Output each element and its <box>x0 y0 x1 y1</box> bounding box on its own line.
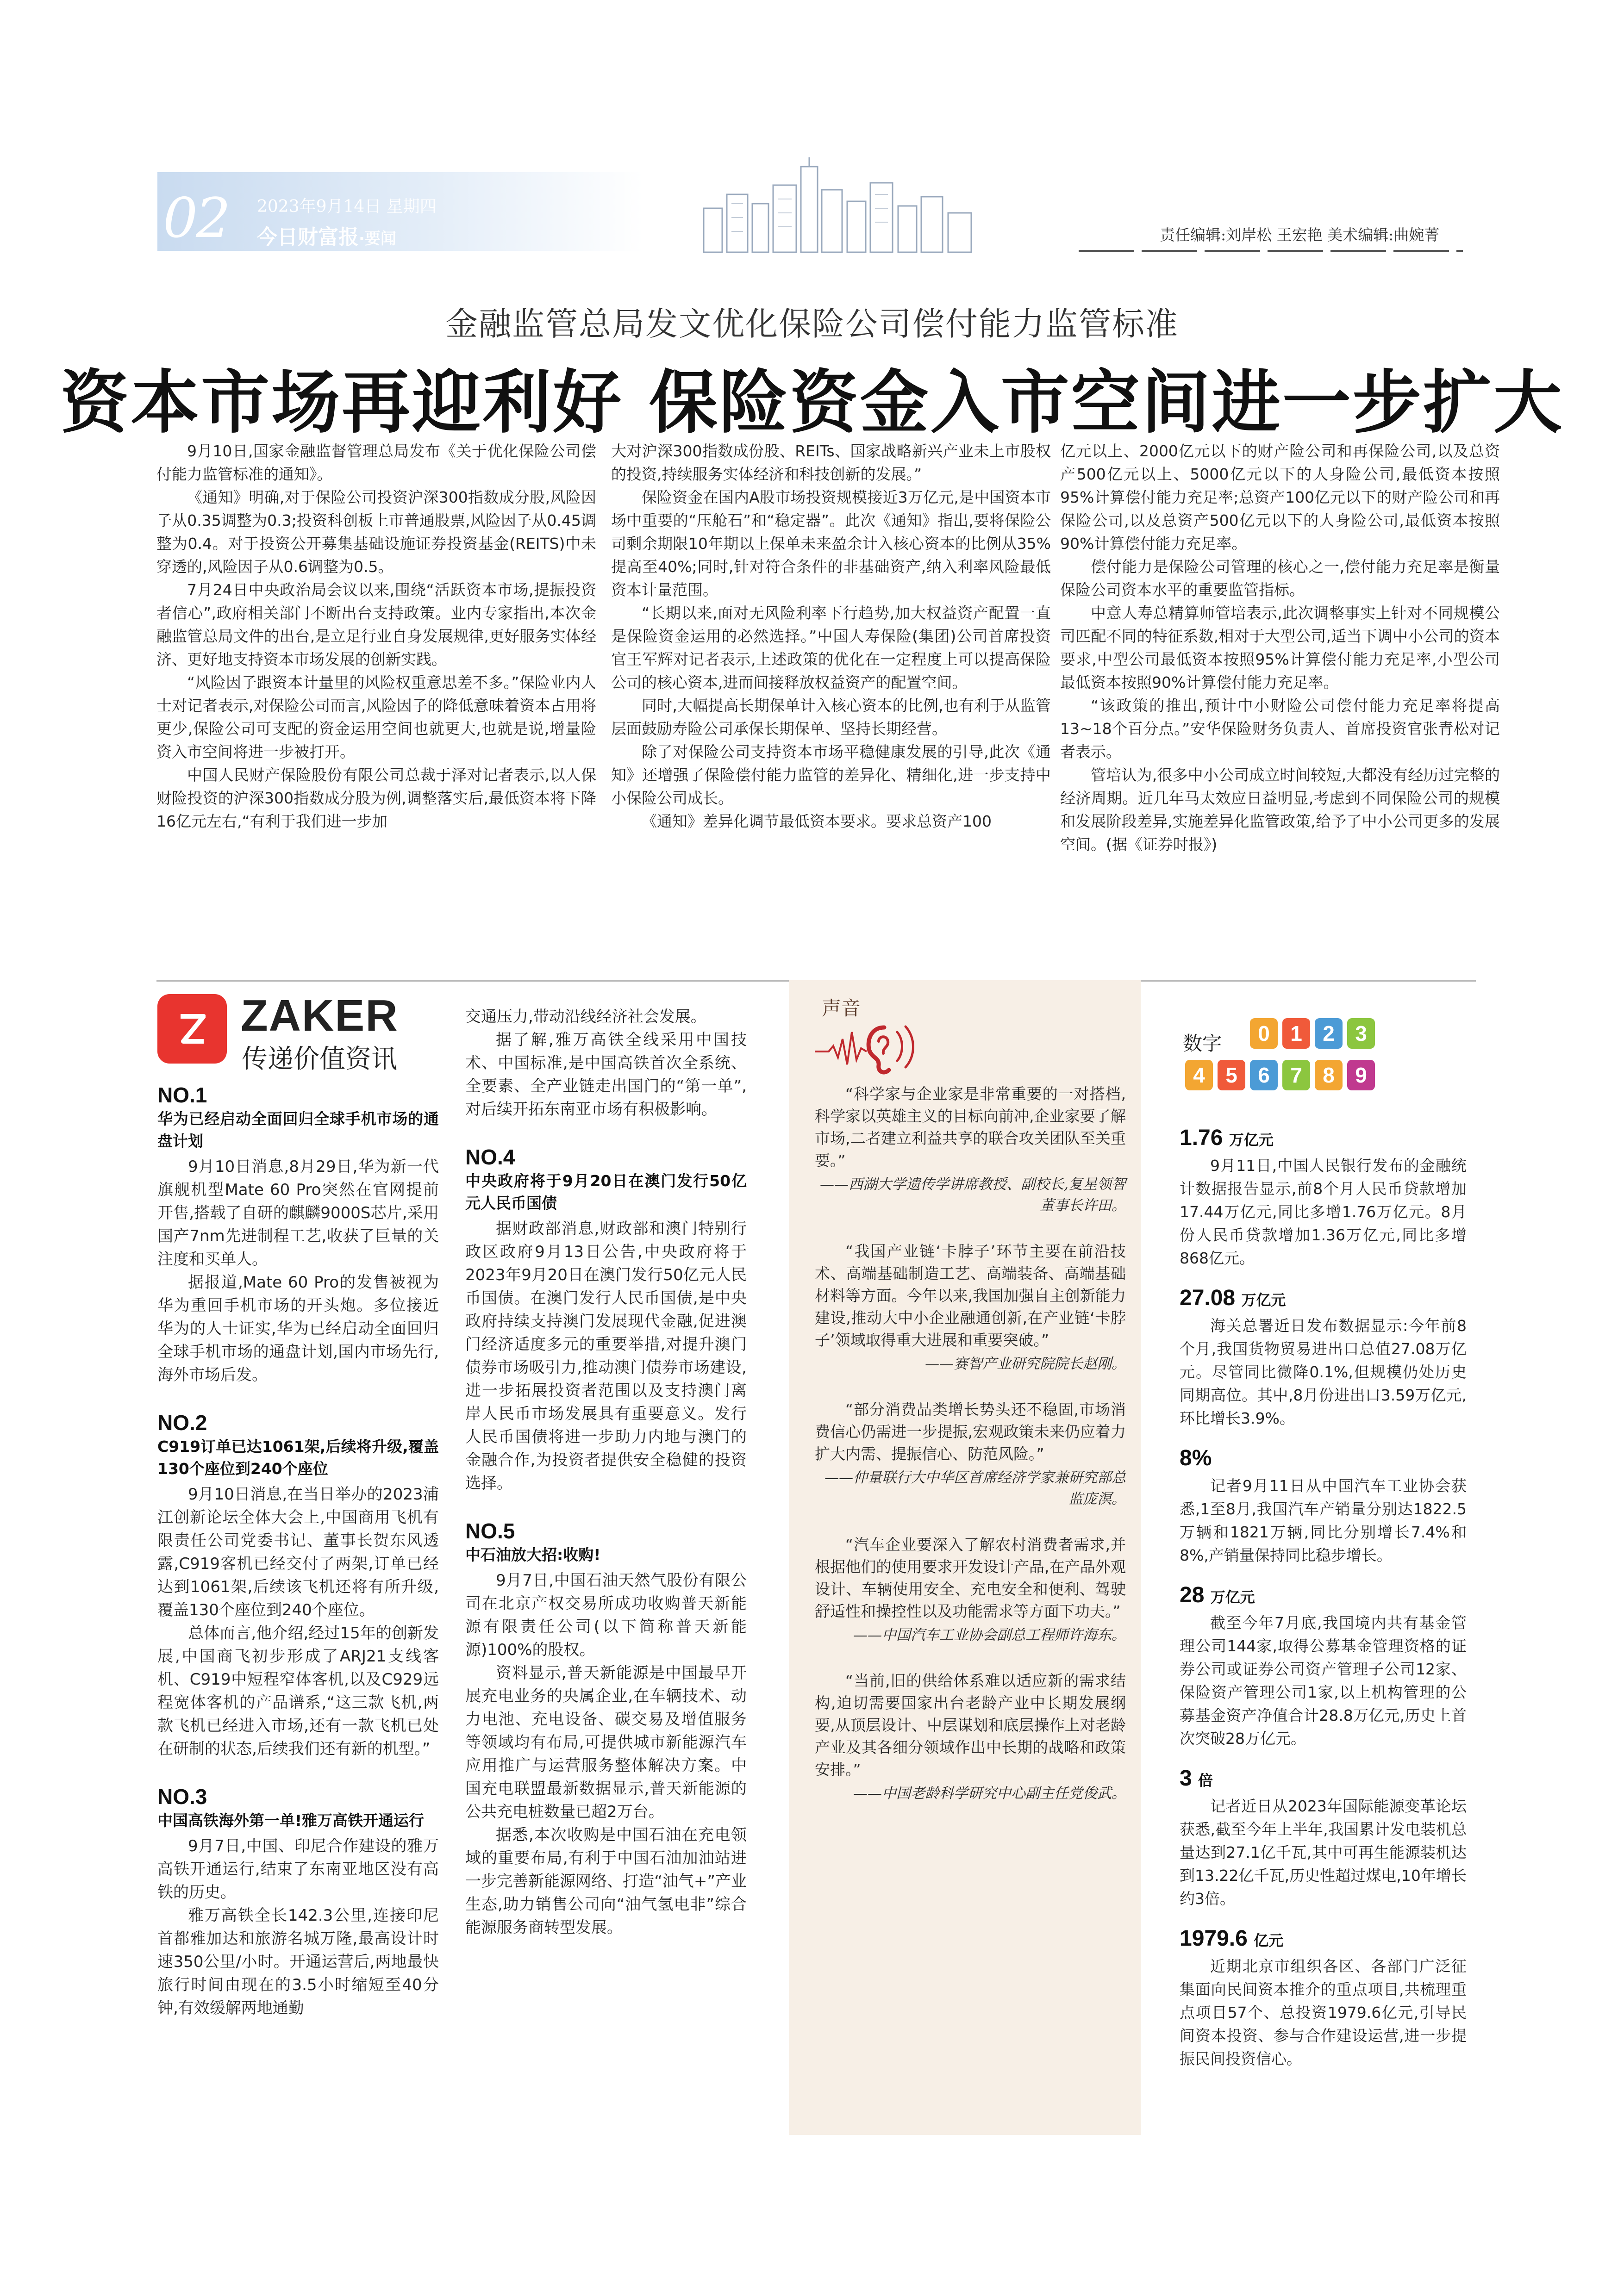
number-text: 记者9月11日从中国汽车工业协会获悉,1至8月,我国汽车产销量分别达1822.5万辆和1821万辆,同比分别增长7.4%和8%,产销量保持同比稳步增长。 <box>1180 1477 1467 1564</box>
news-number: NO.3 <box>157 1785 207 1809</box>
number-value <box>1180 1581 1467 1612</box>
news-number: NO.1 <box>157 1083 207 1107</box>
number-figure: 27.08 <box>1180 1286 1236 1310</box>
voice-quote: “汽车企业要深入了解农村消费者需求,并根据他们的使用要求开发设计产品,在产品外观设计、车辆使用安全、充电安全和便利、驾驶舒适性和操控性以及功能需求等方面下功夫。” <box>815 1536 1126 1620</box>
lead-paragraph: “该政策的推出,预计中小财险公司偿付能力充足率将提高13~18个百分点。”安华保险财务负责人、首席投资官张青松对记者表示。 <box>1060 697 1500 761</box>
paper-title: 今日财富报 <box>257 225 359 249</box>
digit-badge: 0 <box>1250 1018 1278 1049</box>
lead-paragraph: 保险资金在国内A股市场投资规模接近3万亿元,是中国资本市场中重要的“压舱石”和“稳定器”。此次《通知》指出,要将保险公司剩余期限10年期以上保单未来盈余计入核心资本的比例从35%提高至40%;同时,针对符合条件的非基础资产,纳入利率风险最低资本计量范围。 <box>611 488 1051 599</box>
lead-paragraph: 中意人寿总精算师管培表示,此次调整事实上针对不同规模公司匹配不同的特征系数,相对于大型公司,适当下调中小公司的资本要求,中型公司最低资本按照95%计算偿付能力充足率,小型公司最低资本按照90%计算偿付能力充足率。 <box>1060 604 1500 691</box>
header-rule <box>1079 250 1463 252</box>
lead-paragraph: “风险因子跟资本计量里的风险权重意思差不多。”保险业内人士对记者表示,对保险公司而言,风险因子的降低意味着资本占用将更少,保险公司可支配的资金运用空间也就更大,也就是说,增量险资入市空间将进一步被打开。 <box>156 673 596 761</box>
news-number: NO.4 <box>465 1145 515 1169</box>
news-paragraph: 据了解,雅万高铁全线采用中国技术、中国标准,是中国高铁首次全系统、全要素、全产业链走出国门的“第一单”,对后续开拓东南亚市场有积极影响。 <box>465 1031 747 1119</box>
digit-badge: 7 <box>1282 1060 1310 1090</box>
news-title: 中石油放大招:收购! <box>465 1546 601 1564</box>
lead-paragraph: 大对沪深300指数成份股、REITs、国家战略新兴产业未上市股权的投资,持续服务实体经济和科技创新的发展。” <box>611 442 1051 483</box>
voice-quote: “我国产业链‘卡脖子’环节主要在前沿技术、高端基础制造工艺、高端装备、高端基础材料等方面。今年以来,我国加强自主创新能力建设,推动大中小企业融通创新,在产业链‘卡脖子’领域取得重大进展和重要突破。” <box>815 1242 1126 1349</box>
news-paragraph: 9月10日消息,在当日举办的2023浦江创新论坛全体大会上,中国商用飞机有限责任公司党委书记、董事长贺东风透露,C919客机已经交付了两架,订单已经达到1061架,后续该飞机还将有所升级,覆盖130个座位到240个座位。 <box>157 1485 439 1619</box>
lead-paragraph: 亿元以上、2000亿元以下的财产险公司和再保险公司,以及总资产500亿元以上、5000亿元以下的人身险公司,最低资本按照95%计算偿付能力充足率;总资产100亿元以下的财产险公司和再保险公司,以及总资产500亿元以下的人身险公司,最低资本按照90%计算偿付能力充足率。 <box>1060 442 1500 553</box>
number-value <box>1180 1924 1467 1955</box>
voice-source: ——赛智产业研究院院长赵刚。 <box>925 1356 1126 1372</box>
page-number: 02 <box>163 186 229 250</box>
news-number: NO.2 <box>157 1411 207 1435</box>
digit-badge: 8 <box>1315 1060 1343 1090</box>
lead-paragraph: 7月24日中央政治局会议以来,围绕“活跃资本市场,提振投资者信心”,政府相关部门不断出台支持政策。业内专家指出,本次金融监管总局文件的出台,是立足行业自身发展规律,更好服务实体经济、更好地支持资本市场发展的创新实践。 <box>156 581 596 668</box>
lead-paragraph: 除了对保险公司支持资本市场平稳健康发展的引导,此次《通知》还增强了保险偿付能力监管的差异化、精细化,进一步支持中小保险公司成长。 <box>611 743 1051 807</box>
number-value <box>1180 1284 1467 1314</box>
news-title: C919订单已达1061架,后续将升级,覆盖130个座位到240个座位 <box>157 1437 439 1478</box>
news-number: NO.5 <box>465 1519 515 1543</box>
digit-badge: 9 <box>1347 1060 1375 1090</box>
zaker-slogan: 传递价值资讯 <box>242 1044 397 1074</box>
lead-paragraph: 《通知》差异化调节最低资本要求。要求总资产100 <box>642 812 992 830</box>
number-text: 近期北京市组织各区、各部门广泛征集面向民间资本推介的重点项目,共梳理重点项目57个、总投资1979.6亿元,引导民间资本投资、参与合作建设运营,进一步提振民间投资信心。 <box>1180 1957 1467 2068</box>
news-title: 华为已经启动全面回归全球手机市场的通盘计划 <box>157 1110 439 1150</box>
news-paragraph: 据悉,本次收购是中国石油在充电领域的重要布局,有利于中国石油加油站进一步完善新能源网络、打造“油气+”产业生态,助力销售公司向“油气氢电非”综合能源服务商转型发展。 <box>465 1826 747 1937</box>
lead-paragraph: 《通知》明确,对于保险公司投资沪深300指数成分股,风险因子从0.35调整为0.3;投资科创板上市普通股票,风险因子从0.45调整为0.4。对于投资公开募集基础设施证券投资基金(REITS)中未穿透的,风险因子从0.6调整为0.5。 <box>156 488 596 576</box>
news-title: 中国高铁海外第一单!雅万高铁开通运行 <box>157 1811 425 1829</box>
voice-source: ——仲量联行大中华区首席经济学家兼研究部总监庞溟。 <box>824 1469 1126 1507</box>
article-headline: 资本市场再迎利好 保险资金入市空间进一步扩大 <box>60 363 1564 442</box>
lead-paragraph: 偿付能力是保险公司管理的核心之一,偿付能力充足率是衡量保险公司资本水平的重要监管指标。 <box>1060 558 1500 599</box>
lead-paragraph: 9月10日,国家金融监督管理总局发布《关于优化保险公司偿付能力监管标准的通知》。 <box>156 442 596 483</box>
skyline-illustration <box>694 157 981 255</box>
number-value <box>1180 1124 1467 1154</box>
paper-name <box>257 220 396 250</box>
news-paragraph: 资料显示,普天新能源是中国最早开展充电业务的央属企业,在车辆技术、动力电池、充电设备、碳交易及增值服务等领域均有布局,可提供城市新能源汽车应用推广与运营服务整体解决方案。中国充电联盟最新数据显示,普天新能源的公共充电桩数量已超2万台。 <box>465 1664 747 1821</box>
voice-quote: “部分消费品类增长势头还不稳固,市场消费信心仍需进一步提振,宏观政策未来仍应着力扩大内需、提振信心、防范风险。” <box>815 1400 1126 1463</box>
zaker-logo-icon <box>157 994 227 1064</box>
number-unit: 万亿元 <box>1210 1588 1255 1606</box>
news-paragraph: 总体而言,他介绍,经过15年的创新发展,中国商飞初步形成了ARJ21支线客机、C919中短程窄体客机,以及C929远程宽体客机的产品谱系,“这三款飞机,两款飞机已经进入市场,还有一款飞机已处在研制的状态,后续我们还有新的机型。” <box>157 1624 439 1758</box>
zaker-brand: ZAKER <box>241 991 399 1040</box>
number-unit: 倍 <box>1198 1772 1213 1789</box>
lead-paragraph: 管培认为,很多中小公司成立时间较短,大都没有经历过完整的经济周期。近几年马太效应日益明显,考虑到不同保险公司的规模和发展阶段差异,实施差异化监管政策,给予了中小公司更多的发展空间。(据《证券时报》) <box>1060 766 1500 853</box>
digit-badge: 4 <box>1185 1060 1213 1090</box>
section-name: ·要闻 <box>359 230 396 248</box>
numbers-label: 数字 <box>1183 1032 1222 1055</box>
number-text: 海关总署近日发布数据显示:今年前8个月,我国货物贸易进出口总值27.08万亿元。尽管同比微降0.1%,但规模仍处历史同期高位。其中,8月份进出口3.59万亿元,环比增长3.9%。 <box>1180 1317 1467 1427</box>
news-paragraph: 交通压力,带动沿线经济社会发展。 <box>465 1008 706 1026</box>
news-paragraph: 9月7日,中国石油天然气股份有限公司在北京产权交易所成功收购普天新能源有限责任公司(以下简称普天新能源)100%的股权。 <box>465 1571 747 1659</box>
number-unit: 万亿元 <box>1241 1291 1286 1309</box>
digit-badge: 5 <box>1218 1060 1245 1090</box>
number-figure: 8% <box>1180 1446 1212 1470</box>
number-text: 截至今年7月底,我国境内共有基金管理公司144家,取得公募基金管理资格的证券公司或证券公司资产管理子公司12家、保险资产管理公司1家,以上机构管理的公募基金资产净值合计28.8万亿元,历史上首次突破28万亿元。 <box>1180 1614 1467 1748</box>
digit-badge: 2 <box>1315 1018 1343 1049</box>
numbers-column <box>1180 1110 1467 2142</box>
news-column-1 <box>157 1073 439 2128</box>
news-paragraph: 据财政部消息,财政部和澳门特别行政区政府9月13日公告,中央政府将于2023年9月20日在澳门发行50亿元人民币国债。在澳门发行人民币国债,是中央政府持续支持澳门发展现代金融,促进澳门经济适度多元的重要举措,对提升澳门债券市场吸引力,推动澳门债券市场建设,进一步拓展投资者范围以及支持澳门离岸人民币市场发展具有重要意义。发行人民币国债将进一步助力内地与澳门的金融合作,为投资者提供安全稳健的投资选择。 <box>465 1220 747 1493</box>
news-paragraph: 雅万高铁全长142.3公里,连接印尼首都雅加达和旅游名城万隆,最高设计时速350公里/小时。开通运营后,两地最快旅行时间由现在的3.5小时缩短至40分钟,有效缓解两地通勤 <box>157 1906 439 2017</box>
issue-date: 2023年9月14日 星期四 <box>257 197 437 216</box>
number-unit: 亿元 <box>1254 1932 1284 1949</box>
number-figure: 28 <box>1180 1583 1205 1607</box>
lead-column-2 <box>611 440 1051 970</box>
lead-paragraph: “长期以来,面对无风险利率下行趋势,加大权益资产配置一直是保险资金运用的必然选择。”中国人寿保险(集团)公司首席投资官王军辉对记者表示,上述政策的优化在一定程度上可以提高保险公司的核心资本,进而间接释放权益资产的配置空间。 <box>611 604 1051 691</box>
editors-credit: 责任编辑:刘岸松 王宏艳 美术编辑:曲婉菁 <box>1160 226 1440 244</box>
lead-paragraph: 中国人民财产保险股份有限公司总裁于泽对记者表示,以人保财险投资的沪深300指数成分股为例,调整落实后,最低资本将下降16亿元左右,“有利于我们进一步加 <box>156 766 596 830</box>
news-title: 中央政府将于9月20日在澳门发行50亿元人民币国债 <box>465 1172 747 1212</box>
number-figure: 1979.6 <box>1180 1926 1248 1951</box>
lead-column-3 <box>1060 440 1500 970</box>
lead-column-1 <box>156 440 596 970</box>
voice-quotes <box>815 1083 1126 1828</box>
digit-badge: 6 <box>1250 1060 1278 1090</box>
digit-badge: 3 <box>1347 1018 1375 1049</box>
number-unit: 万亿元 <box>1229 1131 1274 1149</box>
number-text: 9月11日,中国人民银行发布的金融统计数据报告显示,前8个月人民币贷款增加17.44万亿元,同比多增1.76万亿元。8月份人民币贷款增加1.36万亿元,同比多增868亿元。 <box>1180 1157 1467 1267</box>
voice-source: ——中国汽车工业协会副总工程师许海东。 <box>853 1627 1126 1643</box>
number-figure: 1.76 <box>1180 1126 1223 1150</box>
voice-quote: “当前,旧的供给体系难以适应新的需求结构,迫切需要国家出台老龄产业中长期发展纲要,从顶层设计、中层谋划和底层操作上对老龄产业及其各细分领域作出中长期的战略和政策安排。” <box>815 1672 1126 1779</box>
voice-source: ——西湖大学遗传学讲席教授、副校长,复星领智董事长许田。 <box>820 1176 1126 1214</box>
voice-quote: “科学家与企业家是非常重要的一对搭档,科学家以英雄主义的目标向前冲,企业家要了解市场,二者建立利益共享的联合攻关团队至关重要。” <box>815 1085 1126 1170</box>
news-column-2 <box>465 1005 747 2130</box>
voice-label: 声音 <box>822 997 861 1020</box>
lead-paragraph: 同时,大幅提高长期保单计入核心资本的比例,也有利于从监管层面鼓励寿险公司承保长期保单、坚持长期经营。 <box>611 697 1051 738</box>
news-paragraph: 9月7日,中国、印尼合作建设的雅万高铁开通运行,结束了东南亚地区没有高铁的历史。 <box>157 1837 439 1902</box>
ear-soundwave-icon <box>815 1014 926 1078</box>
digit-badge: 1 <box>1282 1018 1310 1049</box>
number-text: 记者近日从2023年国际能源变革论坛获悉,截至今年上半年,我国累计发电装机总量达到27.1亿千瓦,其中可再生能源装机达到13.22亿千瓦,历史性超过煤电,10年增长约3倍。 <box>1180 1797 1467 1908</box>
article-subtitle: 金融监管总局发文优化保险公司偿付能力监管标准 <box>445 305 1179 343</box>
voice-source: ——中国老龄科学研究中心副主任党俊武。 <box>853 1785 1126 1802</box>
number-value <box>1180 1444 1467 1475</box>
number-value <box>1180 1764 1467 1795</box>
news-paragraph: 据报道,Mate 60 Pro的发售被视为华为重回手机市场的开头炮。多位接近华为的人士证实,华为已经启动全面回归全球手机市场的通盘计划,国内市场先行,海外市场后发。 <box>157 1273 439 1384</box>
number-figure: 3 <box>1180 1766 1192 1791</box>
news-paragraph: 9月10日消息,8月29日,华为新一代旗舰机型Mate 60 Pro突然在官网提前开售,搭载了自研的麒麟9000S芯片,采用国产7nm先进制程工艺,收获了巨量的关注度和买单人。 <box>157 1157 439 1269</box>
